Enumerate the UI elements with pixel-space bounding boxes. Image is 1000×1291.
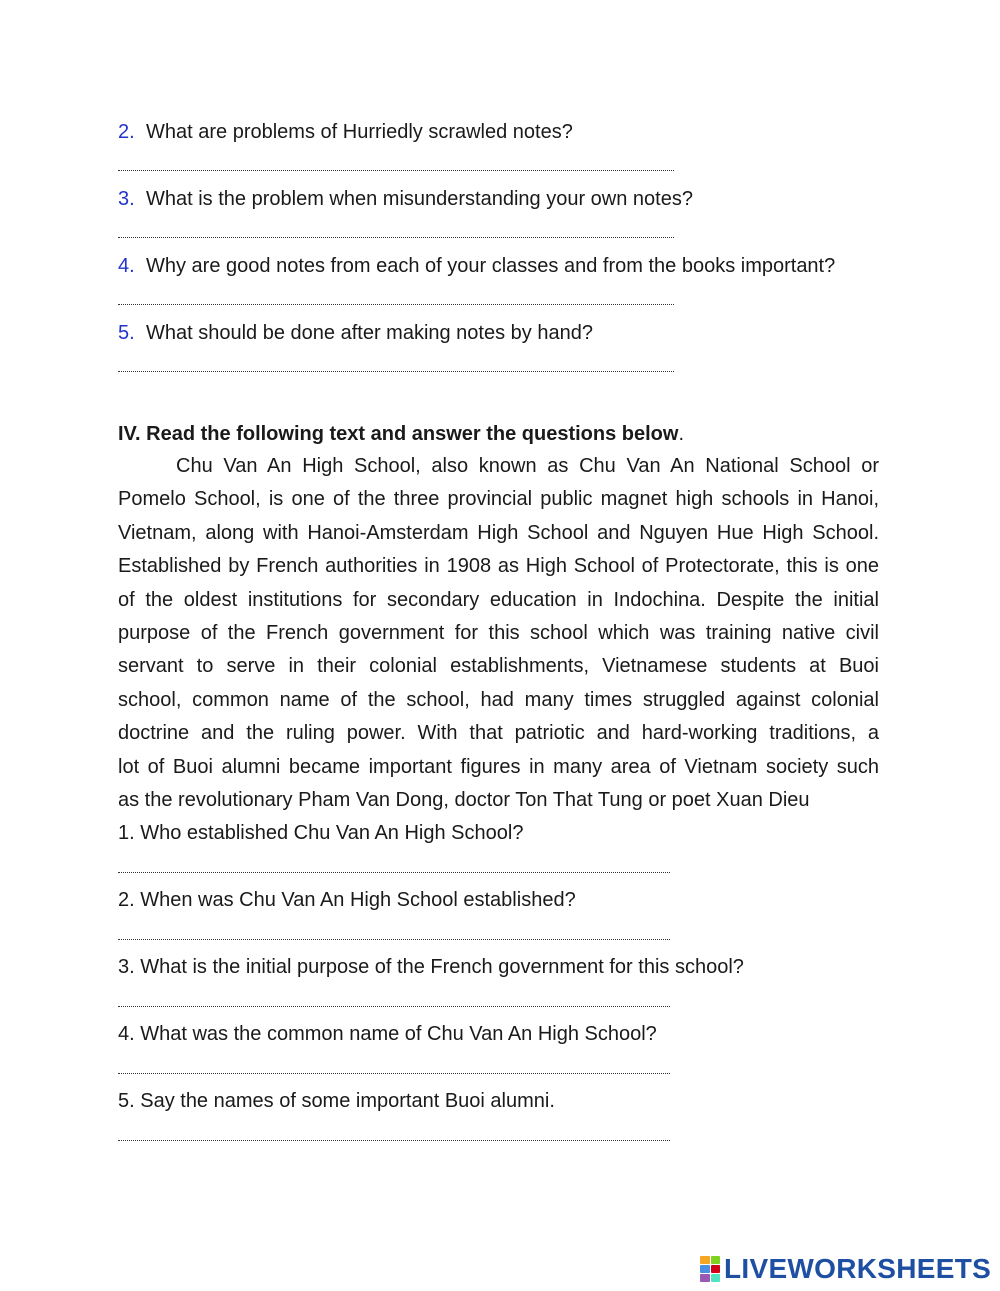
section-heading-period: . [678, 423, 685, 445]
question-text: Why are good notes from each of your classes and from the books important? [146, 255, 836, 277]
passage-line: of the oldest institutions for secondary education in Indochina. Despite the initial [118, 588, 879, 611]
answer-line[interactable] [118, 1073, 670, 1074]
passage-line: servant to serve in their colonial establishments, Vietnamese students at Buoi [118, 655, 879, 678]
question-text: What is the problem when misunderstanding your own notes? [146, 188, 693, 210]
reading-passage [118, 450, 879, 817]
comprehension-question: 2. When was Chu Van An High School established? [118, 889, 576, 911]
section-heading-text: IV. Read the following text and answer the questions below [118, 423, 679, 445]
answer-line[interactable] [118, 371, 674, 372]
passage-line: school, common name of the school, had many times struggled against colonial [118, 688, 879, 711]
answer-line[interactable] [118, 1140, 670, 1141]
comprehension-question: 5. Say the names of some important Buoi alumni. [118, 1090, 555, 1112]
liveworksheets-icon [700, 1256, 720, 1282]
question-text: What are problems of Hurriedly scrawled notes? [146, 121, 573, 143]
passage-line: lot of Buoi alumni became important figures in many area of Vietnam society such [118, 755, 879, 778]
question-item [118, 119, 573, 145]
question-number: 4. [118, 255, 135, 277]
question-text: What should be done after making notes by hand? [146, 322, 593, 344]
passage-line: Pomelo School, is one of the three provincial public magnet high schools in Hanoi, [118, 488, 879, 511]
passage-line: Vietnam, along with Hanoi-Amsterdam High School and Nguyen Hue High School. [118, 521, 879, 544]
answer-line[interactable] [118, 939, 670, 940]
passage-line: Chu Van An High School, also known as Chu Van An National School or [176, 455, 879, 477]
passage-line: doctrine and the ruling power. With that patriotic and hard-working traditions, a [118, 722, 879, 745]
liveworksheets-logo [700, 1254, 991, 1284]
logo-text: LIVEWORKSHEETS [724, 1253, 992, 1284]
answer-line[interactable] [118, 237, 674, 238]
answer-line[interactable] [118, 1006, 670, 1007]
answer-line[interactable] [118, 170, 674, 171]
answer-line[interactable] [118, 872, 670, 873]
comprehension-question: 4. What was the common name of Chu Van An High School? [118, 1023, 657, 1045]
question-number: 3. [118, 188, 135, 210]
question-item [118, 186, 693, 212]
passage-line: Established by French authorities in 1908 as High School of Protectorate, this is one [118, 555, 879, 578]
question-item [118, 253, 835, 279]
answer-line[interactable] [118, 304, 674, 305]
comprehension-question: 1. Who established Chu Van An High School? [118, 822, 524, 844]
question-number: 5. [118, 322, 135, 344]
question-item [118, 320, 593, 346]
comprehension-question: 3. What is the initial purpose of the French government for this school? [118, 956, 744, 978]
section-heading [118, 421, 684, 447]
passage-line: as the revolutionary Pham Van Dong, doctor Ton That Tung or poet Xuan Dieu [118, 789, 810, 812]
question-number: 2. [118, 121, 135, 143]
passage-line: purpose of the French government for this school which was training native civil [118, 622, 879, 645]
